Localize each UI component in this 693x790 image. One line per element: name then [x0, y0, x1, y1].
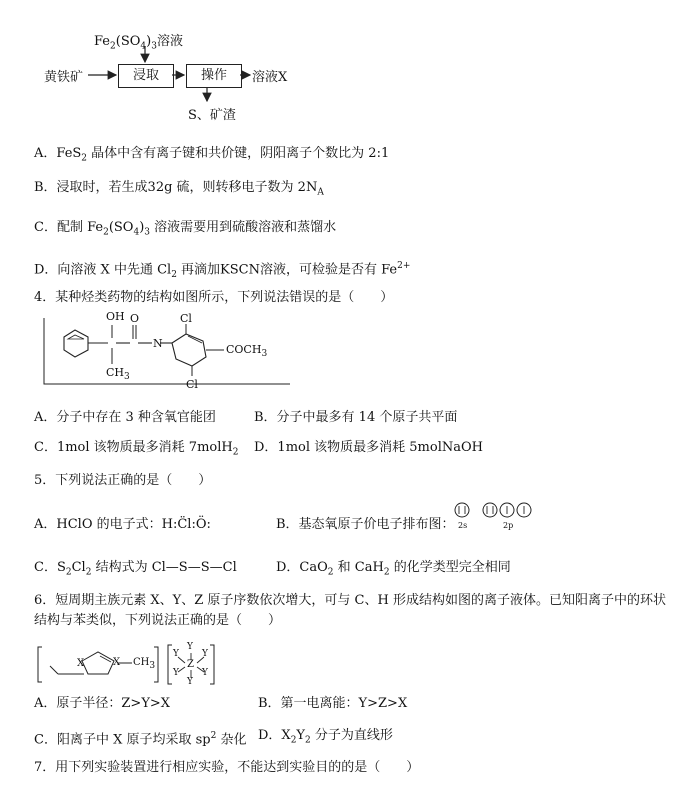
q6-y-ur: Y — [202, 649, 208, 659]
q6-y-lr: Y — [202, 668, 208, 678]
q5-option-c[interactable]: C．$S_2Cl_2$ 结构式为 Cl—S—S—Cl — [34, 560, 237, 578]
q4-o-label: O — [130, 312, 140, 325]
q4-ch3-label: $CH_3$ — [106, 366, 130, 383]
q6-y-bottom: Y — [187, 677, 193, 687]
q5-stem: 5．下列说法正确的是（ ） — [34, 473, 212, 488]
q6-stem-line2: 结构与苯类似，下列说法正确的是（ ） — [34, 613, 282, 628]
q3-option-c[interactable]: C．配制 $Fe_2(SO_4)_3$ 溶液需要用到硫酸溶液和蒸馏水 — [34, 220, 337, 238]
q4-oh-label: OH — [106, 310, 125, 323]
flow-output-label: 溶液X — [252, 70, 288, 85]
q6-y-ll: Y — [173, 668, 179, 678]
q6-x1-label: X — [77, 658, 85, 669]
q4-cl-top-label: Cl — [180, 312, 192, 325]
flow-step1-box: 浸取 — [118, 64, 174, 88]
q4-option-a[interactable]: A．分子中存在 3 种含氧官能团 — [34, 410, 216, 425]
q4-coch3-label: $COCH_3$ — [226, 343, 268, 360]
q3-option-a[interactable]: A．FeS$_2$ 晶体中含有离子键和共价键，阴阳离子个数比为 2:1 — [34, 146, 390, 164]
q6-y-top: Y — [187, 642, 193, 652]
q6-ch3-label: $CH_3$ — [133, 657, 156, 671]
q5-option-b[interactable]: B．基态氧原子价电子排布图： — [276, 517, 455, 532]
q4-option-d[interactable]: D．1mol 该物质最多消耗 5molNaOH — [254, 440, 483, 455]
q5-option-d[interactable]: D．CaO$_2$ 和 CaH$_2$ 的化学类型完全相同 — [276, 560, 511, 578]
q4-stem: 4．某种烃类药物的结构如图所示，下列说法错误的是（ ） — [34, 290, 394, 305]
q6-stem-line1: 6．短周期主族元素 X、Y、Z 原子序数依次增大，可与 C、H 形成结构如图的离子液体。已知阳离子中的环状 — [34, 593, 666, 608]
q6-option-c[interactable]: C．阳离子中 X 原子均采取 $sp^2$ 杂化 — [34, 731, 247, 748]
q6-x2-label: X — [113, 657, 121, 668]
q6-option-b[interactable]: B．第一电离能：Y>Z>X — [258, 696, 408, 711]
flow-byproduct-label: S、矿渣 — [188, 108, 236, 123]
q7-stem: 7．用下列实验装置进行相应实验，不能达到实验目的的是（ ） — [34, 760, 420, 775]
q6-option-a[interactable]: A．原子半径：Z>Y>X — [34, 696, 171, 711]
q4-option-b[interactable]: B．分子中最多有 14 个原子共平面 — [254, 410, 458, 425]
orbital-2s-label: 2s — [458, 521, 468, 530]
orbital-2p-label: 2p — [503, 521, 514, 530]
q4-cl-bottom-label: Cl — [186, 378, 198, 391]
q4-option-c[interactable]: C．1mol 该物质最多消耗 7molH$_2$ — [34, 440, 239, 458]
q5-option-a[interactable]: A．HClO 的电子式：H:C̈l:Ö: — [34, 517, 211, 532]
q6-option-d[interactable]: D．$X_2Y_2$ 分子为直线形 — [258, 728, 393, 746]
q3-option-b[interactable]: B．浸取时，若生成32g 硫，则转移电子数为 $2N_A$ — [34, 180, 324, 198]
q4-n-label: N — [153, 337, 163, 350]
flow-reagent-label: $Fe_2(SO_4)_3$溶液 — [94, 34, 183, 52]
flow-input-label: 黄铁矿 — [44, 70, 84, 85]
q6-z-label: Z — [187, 659, 194, 670]
q3-option-d[interactable]: D．向溶液 X 中先通 $Cl_2$ 再滴加KSCN溶液，可检验是否有 $Fe^{2+}$ — [34, 261, 411, 280]
q6-y-ul: Y — [173, 649, 179, 659]
flow-step2-box: 操作 — [186, 64, 242, 88]
